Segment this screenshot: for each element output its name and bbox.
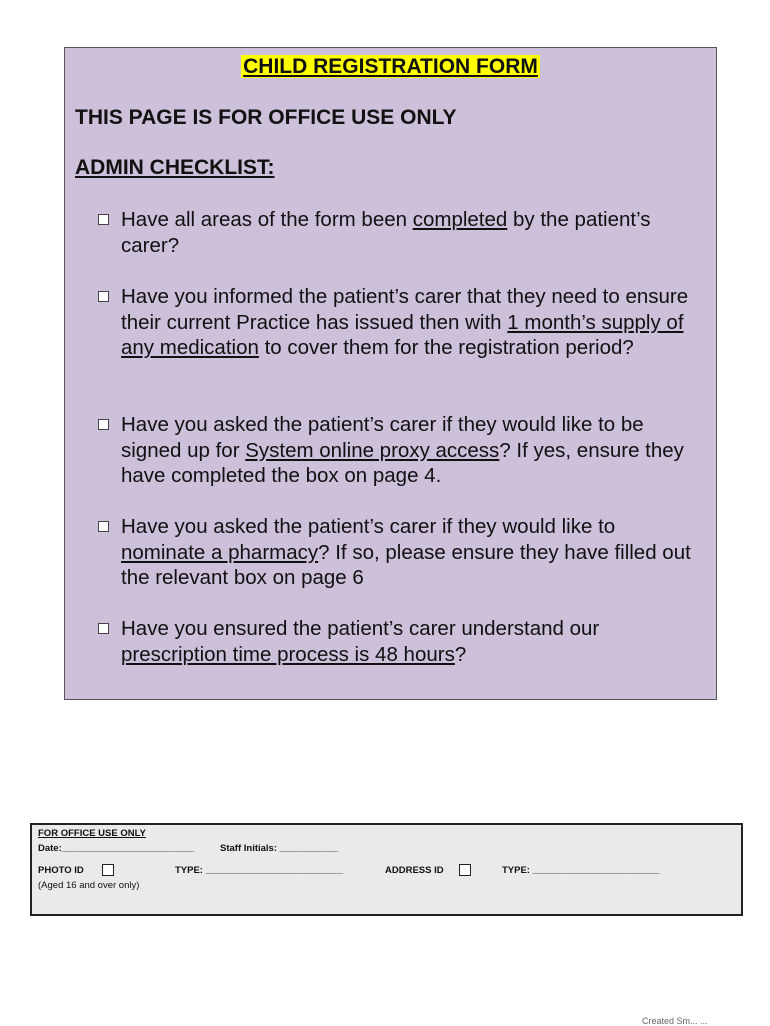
checkbox[interactable] (98, 521, 109, 532)
checkbox[interactable] (98, 623, 109, 634)
checkbox[interactable] (98, 214, 109, 225)
address-id-type-field[interactable]: TYPE: ________________________ (502, 865, 660, 876)
checklist-item-text: Have you asked the patient’s carer if they would like to nominate a pharmacy? If so, please ensure they have filled out the relevant box on page 6 (121, 515, 691, 589)
checklist-item-text: Have you informed the patient’s carer that they need to ensure their current Practice has issued then with 1 month’s supply of any medication to cover them for the registration period? (121, 285, 689, 359)
address-id-label: ADDRESS ID (385, 865, 444, 876)
checklist-item-text: Have you ensured the patient’s carer understand our prescription time process is 48 hours? (121, 617, 600, 666)
address-id-checkbox[interactable] (459, 864, 471, 876)
office-use-box-heading: FOR OFFICE USE ONLY (38, 828, 146, 839)
checklist-item-text: Have you asked the patient’s carer if they would like to be signed up for System online proxy access? If yes, ensure they have completed the box on page 4. (121, 413, 684, 487)
checkbox[interactable] (98, 291, 109, 302)
checkbox[interactable] (98, 419, 109, 430)
checklist-item-completed (98, 207, 698, 258)
date-field[interactable]: Date:_________________________ (38, 843, 194, 854)
form-title: CHILD REGISTRATION FORM (243, 55, 538, 78)
form-title-row (65, 55, 716, 79)
office-use-box (30, 823, 743, 916)
admin-checklist-heading: ADMIN CHECKLIST: (75, 156, 275, 179)
photo-id-label: PHOTO ID (38, 865, 84, 876)
footer-text: Created Sm... ... (642, 1016, 708, 1026)
photo-id-type-field[interactable]: TYPE: __________________________ (175, 865, 343, 876)
checklist-item-prescription (98, 616, 698, 667)
checklist-item-medication (98, 284, 698, 361)
checklist-item-proxy-access (98, 412, 698, 489)
staff-initials-field[interactable]: Staff Initials: ___________ (220, 843, 338, 854)
admin-checklist-panel (64, 47, 717, 700)
checklist-item-text: Have all areas of the form been completed by the patient’s carer? (121, 208, 651, 257)
photo-id-checkbox[interactable] (102, 864, 114, 876)
checklist-item-pharmacy (98, 514, 698, 591)
aged-note: (Aged 16 and over only) (38, 880, 140, 891)
office-use-heading: THIS PAGE IS FOR OFFICE USE ONLY (75, 106, 457, 129)
